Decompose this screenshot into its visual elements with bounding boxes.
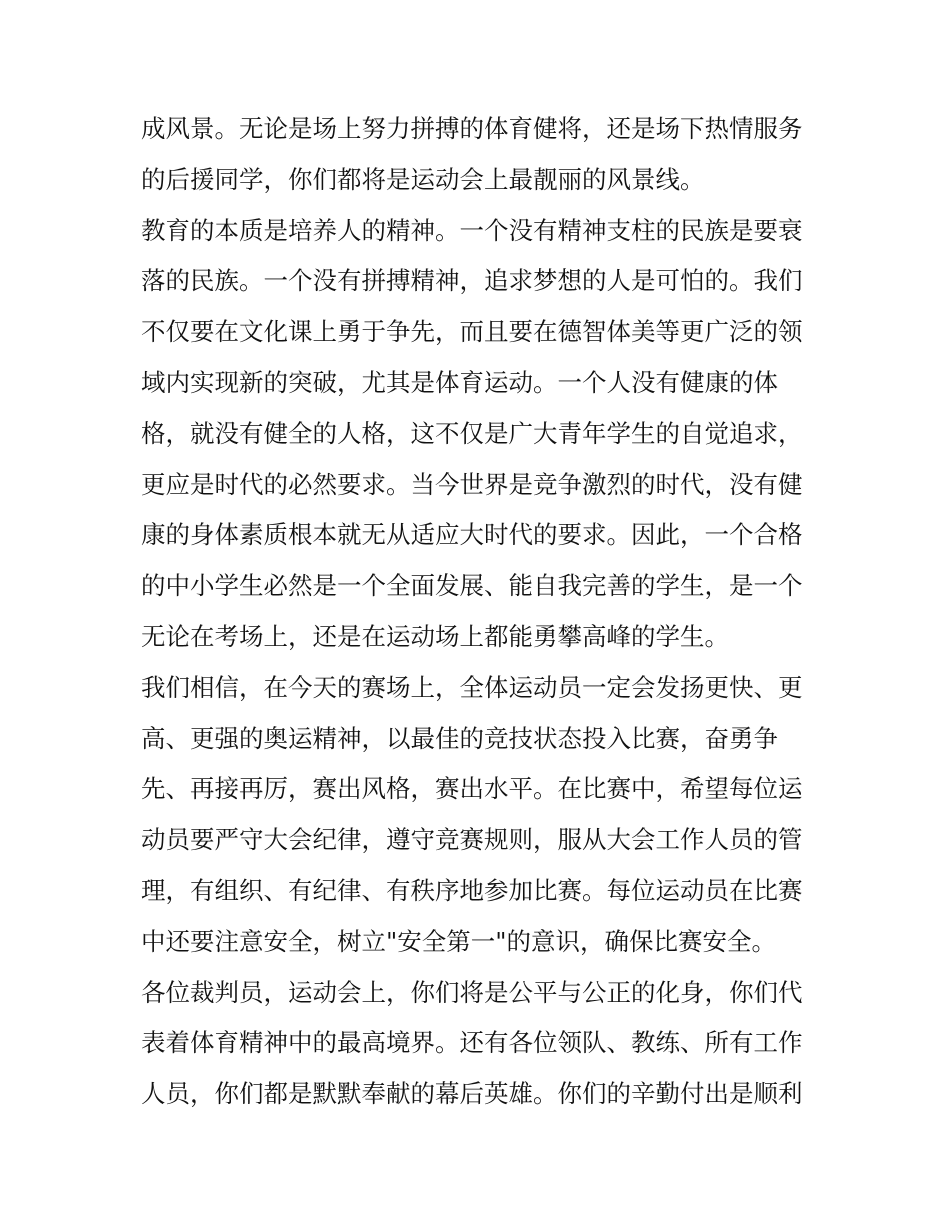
text-line: 康的身体素质根本就无从适应大时代的要求。因此，一个合格: [141, 520, 803, 550]
text-line: 先、再接再厉，赛出风格，赛出水平。在比赛中，希望每位运: [141, 774, 803, 804]
body-text: [141, 104, 821, 1120]
text-line: 动员要严守大会纪律，遵守竞赛规则，服从大会工作人员的管: [141, 825, 803, 855]
text-line: 的后援同学，你们都将是运动会上最靓丽的风景线。: [141, 164, 705, 194]
text-line: 无论在考场上，还是在运动场上都能勇攀高峰的学生。: [141, 621, 729, 651]
text-line: 理，有组织、有纪律、有秩序地参加比赛。每位运动员在比赛: [141, 875, 803, 905]
text-line: 中还要注意安全，树立"安全第一"的意识，确保比赛安全。: [141, 926, 777, 956]
text-line: 人员，你们都是默默奉献的幕后英雄。你们的辛勤付出是顺利: [141, 1079, 803, 1109]
text-line: 教育的本质是培养人的精神。一个没有精神支柱的民族是要衰: [141, 215, 803, 245]
text-line: 高、更强的奥运精神，以最佳的竞技状态投入比赛，奋勇争: [141, 723, 778, 753]
text-line: 落的民族。一个没有拼搏精神，追求梦想的人是可怕的。我们: [141, 266, 803, 296]
text-line: 不仅要在文化课上勇于争先，而且要在德智体美等更广泛的领: [141, 317, 803, 347]
text-line: 表着体育精神中的最高境界。还有各位领队、教练、所有工作: [141, 1028, 803, 1058]
text-line: 我们相信，在今天的赛场上，全体运动员一定会发扬更快、更: [141, 672, 803, 702]
text-line: 更应是时代的必然要求。当今世界是竞争激烈的时代，没有健: [141, 469, 803, 499]
text-line: 各位裁判员，运动会上，你们将是公平与公正的化身，你们代: [141, 977, 803, 1007]
text-line: 格，就没有健全的人格，这不仅是广大青年学生的自觉追求，: [141, 418, 803, 448]
text-line: 成风景。无论是场上努力拼搏的体育健将，还是场下热情服务: [141, 114, 803, 143]
text-line: 域内实现新的突破，尤其是体育运动。一个人没有健康的体: [141, 367, 778, 397]
text-line: 的中小学生必然是一个全面发展、能自我完善的学生，是一个: [141, 571, 803, 601]
